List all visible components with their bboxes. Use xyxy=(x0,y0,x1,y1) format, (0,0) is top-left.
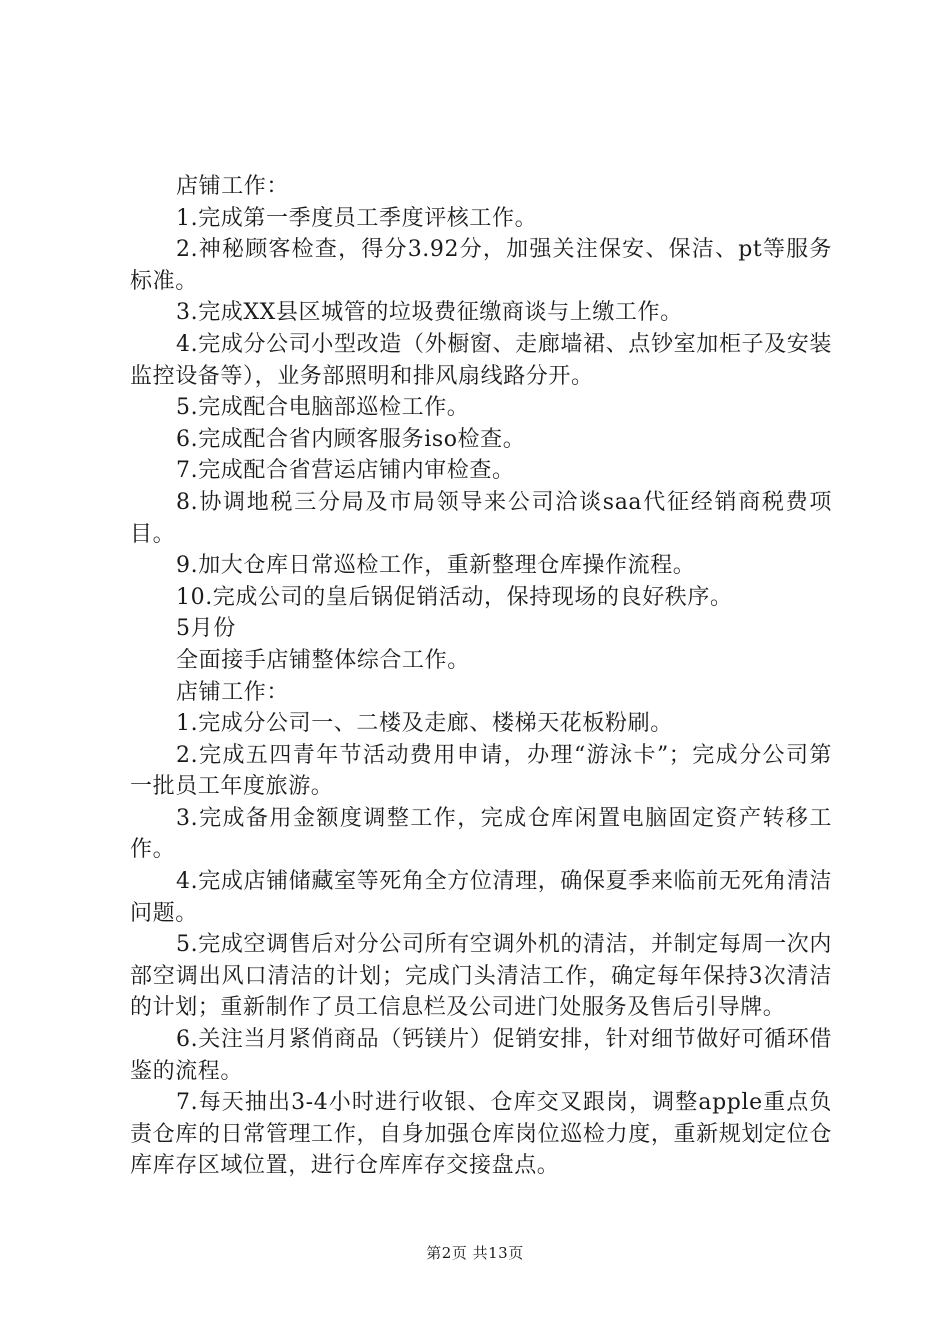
paragraph: 店铺工作： xyxy=(176,174,290,199)
paragraph: 2.神秘顾客检查，得分3.92分，加强关注保安、保洁、pt等服务标准。 xyxy=(130,237,832,294)
paragraph: 2.完成五四青年节活动费用申请，办理“游泳卡”；完成分公司第一批员工年度旅游。 xyxy=(130,742,832,800)
paragraph: 6.关注当月紧俏商品（钙镁片）促销安排，针对细节做好可循环借鉴的流程。 xyxy=(130,1027,832,1084)
paragraph: 4.完成店铺储藏室等死角全方位清理，确保夏季来临前无死角清洁问题。 xyxy=(130,869,832,926)
section-heading: 5月份 xyxy=(176,616,236,642)
paragraph: 10.完成公司的皇后锅促销活动，保持现场的良好秩序。 xyxy=(176,584,733,610)
paragraph: 4.完成分公司小型改造（外橱窗、走廊墙裙、点钞室加柜子及安装监控设备等），业务部照明和排风扇线路分开。 xyxy=(130,331,832,389)
paragraph: 5.完成配合电脑部巡检工作。 xyxy=(176,395,470,421)
paragraph: 6.完成配合省内顾客服务iso检查。 xyxy=(176,426,526,452)
paragraph: 9.加大仓库日常巡检工作，重新整理仓库操作流程。 xyxy=(176,553,696,579)
paragraph: 8.协调地税三分局及市局领导来公司洽谈saa代征经销商税费项目。 xyxy=(130,489,832,547)
paragraph: 1.完成第一季度员工季度评核工作。 xyxy=(176,205,538,231)
paragraph: 3.完成XX县区城管的垃圾费征缴商谈与上缴工作。 xyxy=(176,300,683,326)
page-number-footer: 第2页 共13页 xyxy=(426,1244,524,1262)
paragraph: 3.完成备用金额度调整工作，完成仓库闲置电脑固定资产转移工作。 xyxy=(130,805,832,863)
paragraph: 店铺工作： xyxy=(176,679,290,705)
paragraph: 全面接手店铺整体综合工作。 xyxy=(176,647,470,673)
paragraph: 7.每天抽出3-4小时进行收银、仓库交叉跟岗，调整apple重点负责仓库的日常管理工作，自身加强仓库岗位巡检力度，重新规划定位仓库库存区域位置，进行仓库库存交接盘点。 xyxy=(130,1090,832,1179)
document-body xyxy=(130,171,832,1182)
paragraph: 7.完成配合省营运店铺内审检查。 xyxy=(176,458,515,484)
paragraph: 1.完成分公司一、二楼及走廊、楼梯天花板粉刷。 xyxy=(176,711,673,737)
paragraph: 5.完成空调售后对分公司所有空调外机的清洁，并制定每周一次内部空调出风口清洁的计划；完成门头清洁工作，确定每年保持3次清洁的计划；重新制作了员工信息栏及公司进门处服务及售后引导牌。 xyxy=(130,932,832,1021)
